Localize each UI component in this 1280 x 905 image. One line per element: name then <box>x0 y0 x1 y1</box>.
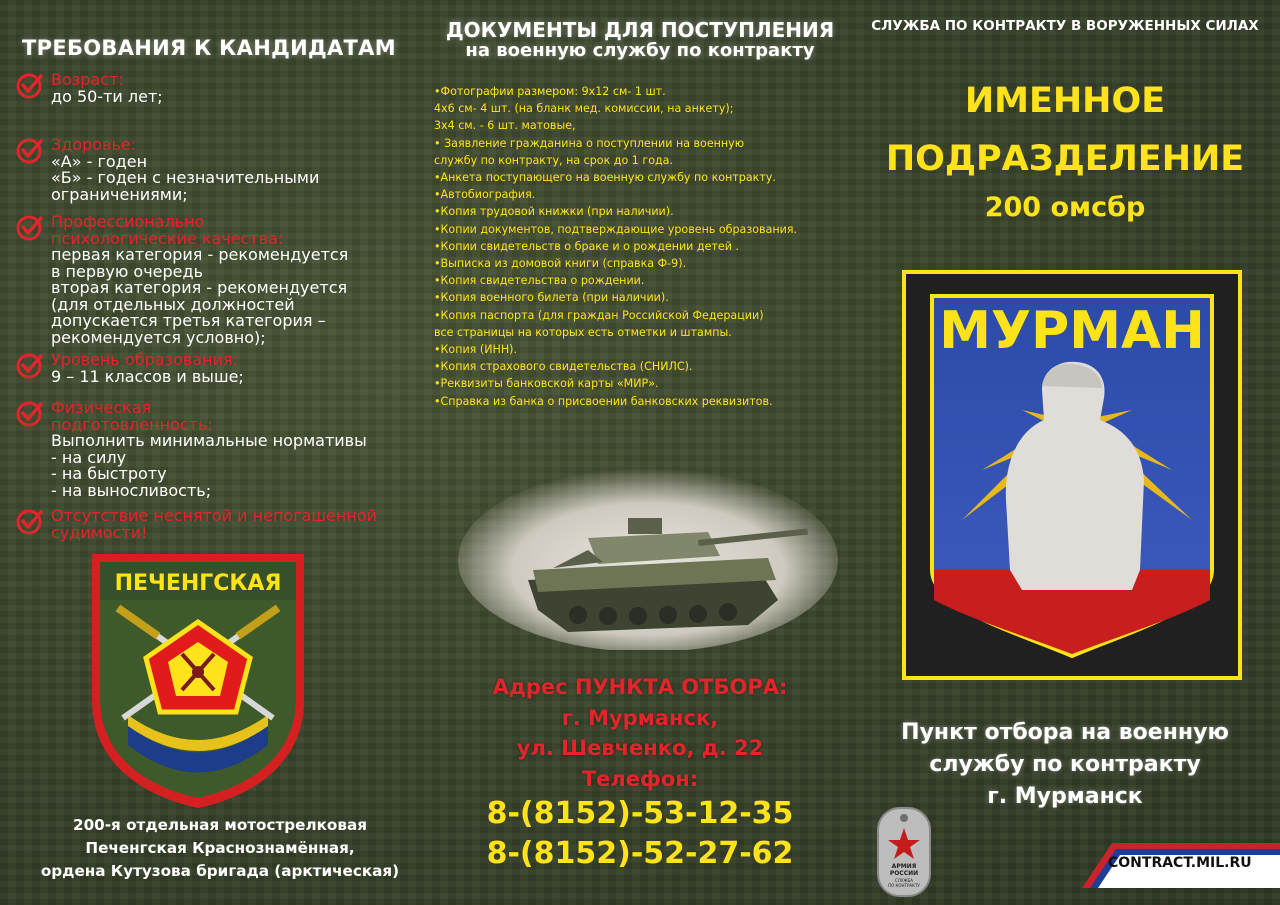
document-item: •Автобиография. <box>434 188 536 202</box>
address-city: г. Мурманск, <box>561 705 719 730</box>
document-item: •Копии документов, подтверждающие уровень образования. <box>434 222 798 236</box>
document-item: •Копия паспорта (для граждан Российской Федерации) <box>434 308 764 322</box>
address-label: Адрес ПУНКТА ОТБОРА: <box>492 675 788 699</box>
requirement-text: до 50-ти лет; <box>51 86 163 106</box>
requirement-text: первая категория - рекомендуется <box>51 245 349 264</box>
murman-emblem-label: МУРМАН <box>939 301 1205 361</box>
dogtag-line: РОССИИ <box>889 870 919 877</box>
named-unit-title <box>850 72 1280 223</box>
requirement-text: - на силу <box>51 447 127 467</box>
selection-point-line: г. Мурманск <box>987 784 1143 809</box>
requirement-text: «Б» - годен с незначительными <box>51 168 320 187</box>
dogtag-line: СЛУЖБА <box>894 878 914 883</box>
brigade-emblem <box>88 550 308 810</box>
address-street: ул. Шевченко, д. 22 <box>516 736 764 760</box>
document-item: •Копии свидетельств о браке и о рождении детей . <box>434 239 739 253</box>
documents-heading <box>420 18 860 61</box>
phone-label: Телефон: <box>581 766 699 791</box>
contract-site-link[interactable]: CONTRACT.MIL.RU <box>1108 855 1252 871</box>
documents-list <box>434 83 854 410</box>
requirement-text: вторая категория - рекомендуется <box>51 278 348 297</box>
document-item: •Реквизиты банковской карты «МИР». <box>434 377 659 391</box>
document-item: 3х4 см. - 6 шт. матовые, <box>434 119 576 133</box>
document-item: все страницы на которых есть отметки и штампы. <box>434 325 732 339</box>
requirement-text: - на быстроту <box>51 464 167 483</box>
named-unit-line1: ИМЕННОЕ <box>964 81 1166 121</box>
unit-column <box>850 0 1280 905</box>
document-item: •Выписка из домовой книги (справка Ф-9). <box>434 257 687 271</box>
brigade-caption-line: Печенгская Краснознамённая, <box>85 839 355 857</box>
document-item: •Копия свидетельства о рождении. <box>434 274 645 288</box>
requirement-title: Уровень образования: <box>51 350 238 369</box>
requirement-title: судимости! <box>51 522 148 542</box>
documents-heading-line2: на военную службу по контракту <box>465 40 815 61</box>
requirement-item <box>16 508 411 541</box>
requirement-title: Физическая <box>51 398 152 417</box>
document-item: •Копия (ИНН). <box>434 343 518 357</box>
requirement-title: Возраст: <box>51 70 124 89</box>
document-item: •Копия военного билета (при наличии). <box>434 291 669 305</box>
check-circle-icon <box>16 352 44 380</box>
requirement-text: (для отдельных должностей <box>51 294 295 314</box>
requirement-text: ограничениями; <box>51 184 188 204</box>
document-item: службу по контракту, на срок до 1 года. <box>434 153 673 167</box>
check-circle-icon <box>16 508 44 536</box>
requirement-item <box>16 352 411 385</box>
named-unit-line2: ПОДРАЗДЕЛЕНИЕ <box>885 139 1245 179</box>
brigade-emblem-label: ПЕЧЕНГСКАЯ <box>114 571 282 596</box>
check-circle-icon <box>16 72 44 100</box>
selection-point-address <box>440 672 840 874</box>
brigade-caption <box>20 814 420 883</box>
check-circle-icon <box>16 137 44 165</box>
brigade-short-name: 200 омсбр <box>984 192 1146 223</box>
requirement-text: рекомендуется условно); <box>51 327 266 347</box>
requirements-heading: ТРЕБОВАНИЯ К КАНДИДАТАМ <box>22 36 396 60</box>
requirement-text: в первую очередь <box>51 261 204 281</box>
requirement-item <box>16 400 411 499</box>
brigade-caption-line: 200-я отдельная мотострелковая <box>73 816 367 834</box>
requirement-text: допускается третья категория – <box>51 311 326 330</box>
document-item: 4х6 см- 4 шт. (на бланк мед. комиссии, на анкету); <box>434 102 734 116</box>
requirement-item <box>16 214 411 346</box>
requirement-text: 9 – 11 классов и выше; <box>51 366 244 386</box>
check-circle-icon <box>16 400 44 428</box>
selection-point-line: службу по контракту <box>929 752 1201 777</box>
requirement-text: «А» - годен <box>51 151 148 171</box>
requirement-title: Профессионально <box>51 212 205 231</box>
army-dogtag-icon <box>876 806 932 898</box>
check-circle-icon <box>16 214 44 242</box>
murman-emblem <box>902 270 1242 680</box>
selection-point-line: Пункт отбора на военную <box>901 720 1229 745</box>
documents-heading-line1: ДОКУМЕНТЫ ДЛЯ ПОСТУПЛЕНИЯ <box>445 18 835 42</box>
document-item: •Справка из банка о присвоении банковских реквизитов. <box>434 394 773 408</box>
document-item: • Заявление гражданина о поступлении на военную <box>434 136 745 150</box>
requirement-text: Выполнить минимальные нормативы <box>51 431 367 450</box>
document-item: •Анкета поступающего на военную службу по контракту. <box>434 171 776 185</box>
requirement-item <box>16 72 411 105</box>
document-item: •Фотографии размером: 9х12 см- 1 шт. <box>434 85 666 98</box>
service-heading: СЛУЖБА ПО КОНТРАКТУ В ВОРУЖЕННЫХ СИЛАХ <box>871 18 1259 34</box>
document-item: •Копия страхового свидетельства (СНИЛС). <box>434 360 693 374</box>
dogtag-line: АРМИЯ <box>891 863 917 870</box>
brigade-caption-line: ордена Кутузова бригада (арктическая) <box>40 862 400 880</box>
selection-point-info <box>850 717 1280 813</box>
phone-number[interactable]: 8-(8152)-53-12-35 <box>486 796 794 831</box>
phone-number[interactable]: 8-(8152)-52-27-62 <box>486 836 794 871</box>
requirement-title: психологические качества: <box>51 228 284 248</box>
documents-column <box>420 0 860 905</box>
requirement-item <box>16 137 411 203</box>
requirement-title: Здоровье: <box>51 135 137 154</box>
requirement-title: подготовленность: <box>51 414 213 434</box>
requirement-title: Отсутствие неснятой и непогашенной <box>51 506 377 525</box>
requirement-text: - на выносливость; <box>51 480 212 500</box>
dogtag-line: ПО КОНТРАКТУ <box>888 883 920 888</box>
requirements-column <box>0 0 420 905</box>
document-item: •Копия трудовой книжки (при наличии). <box>434 205 674 219</box>
tank-image <box>458 450 843 650</box>
